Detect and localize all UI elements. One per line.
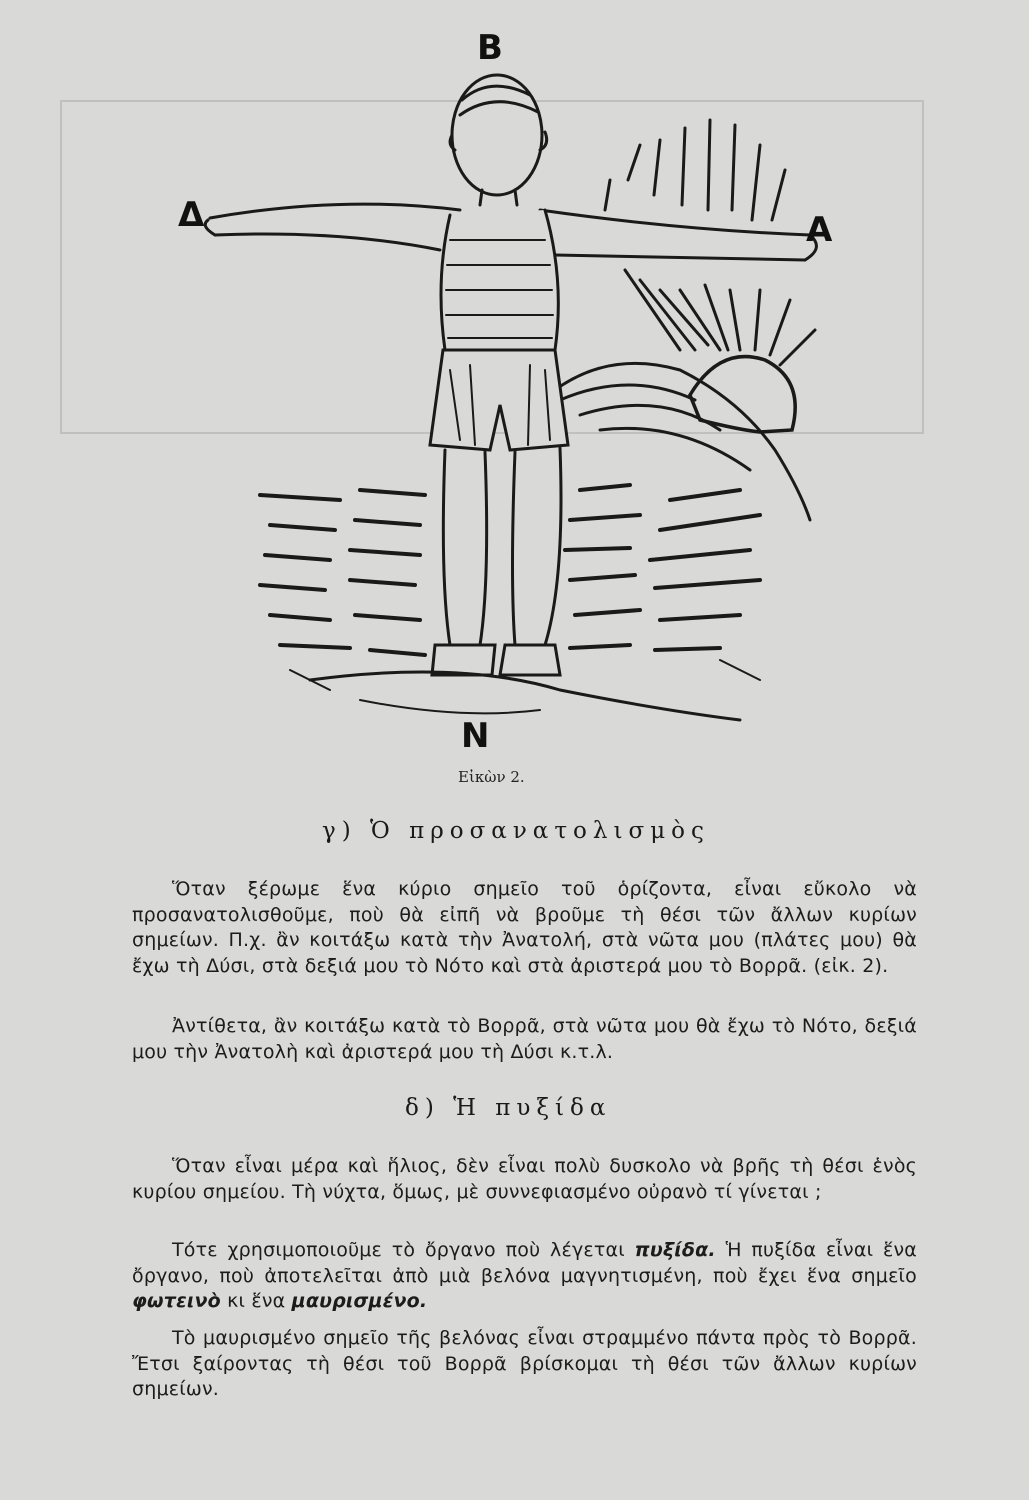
compass-label-west: Δ bbox=[178, 195, 205, 235]
paragraph-compass-1: Ὅταν εἶναι μέρα καὶ ἥλιος, δὲν εἶναι πολὺ δυσκολο νὰ βρῆς τὴ θέσι ἑνὸς κυρίου σημείου. Τὴ νύχτα, ὅμως, μὲ συννεφιασμένο οὐρανὸ τί γίνεται ; bbox=[132, 1155, 917, 1203]
emphasis-compass: πυξίδα. bbox=[634, 1239, 716, 1261]
paragraph-orientation-2: Ἀντίθετα, ἂν κοιτάξω κατὰ τὸ Βορρᾶ, στὰ νῶτα μου θὰ ἔχω τὸ Νότο, δεξιά μου τὴν Ἀνατολὴ καὶ ἀριστερά μου τὴ Δύσι κ.τ.λ. bbox=[132, 1015, 917, 1063]
emphasis-bright: φωτεινὸ bbox=[132, 1290, 221, 1312]
illustration-boy-orientation bbox=[160, 20, 880, 780]
text-run: κι ἕνα bbox=[220, 1290, 292, 1312]
paragraph-compass-2 bbox=[132, 1238, 917, 1315]
figure-caption: Εἰκὼν 2. bbox=[458, 768, 525, 786]
text-run: Ἡ πυξίδα εἶναι ἕνα ὄργανο, ποὺ ἀποτελεῖται ἀπὸ μιὰ βελόνα μαγνητισμένη, ποὺ ἔχει ἕνα σημεῖο bbox=[132, 1239, 917, 1287]
compass-label-north: Β bbox=[477, 28, 503, 68]
section-heading-compass: δ) Ἡ πυξίδα bbox=[405, 1095, 612, 1121]
section-heading-orientation: γ) Ὁ προσανατολισμὸς bbox=[322, 818, 710, 844]
paragraph-compass-3: Τὸ μαυρισμένο σημεῖο τῆς βελόνας εἶναι στραμμένο πάντα πρὸς τὸ Βορρᾶ. Ἔτσι ξαίροντας τὴ θέσι τοῦ Βορρᾶ βρίσκομαι τὴ θέσι τῶν ἄλλων κυρίων σημείων. bbox=[132, 1327, 917, 1400]
compass-label-east: Α bbox=[806, 210, 833, 250]
paragraph-orientation-1: Ὅταν ξέρωμε ἕνα κύριο σημεῖο τοῦ ὁρίζοντα, εἶναι εὔκολο νὰ προσανατολισθοῦμε, ποὺ θὰ εἰπῆ νὰ βροῦμε τὴ θέσι τῶν ἄλλων κυρίων σημείων. Π.χ. ἂν κοιτάξω κατὰ τὴν Ἀνατολή, στὰ νῶτα μου (πλάτες μου) θὰ ἔχω τὴ Δύσι, στὰ δεξιά μου τὸ Νότο καὶ στὰ ἀριστερά μου τὸ Βορρᾶ. (εἰκ. 2). bbox=[132, 878, 917, 977]
text-run: Τότε χρησιμοποιοῦμε τὸ ὄργανο ποὺ λέγεται bbox=[172, 1239, 635, 1261]
emphasis-dark: μαυρισμένο. bbox=[291, 1290, 428, 1312]
compass-label-south: Ν bbox=[461, 716, 490, 756]
boy-sun-drawing bbox=[160, 20, 880, 780]
